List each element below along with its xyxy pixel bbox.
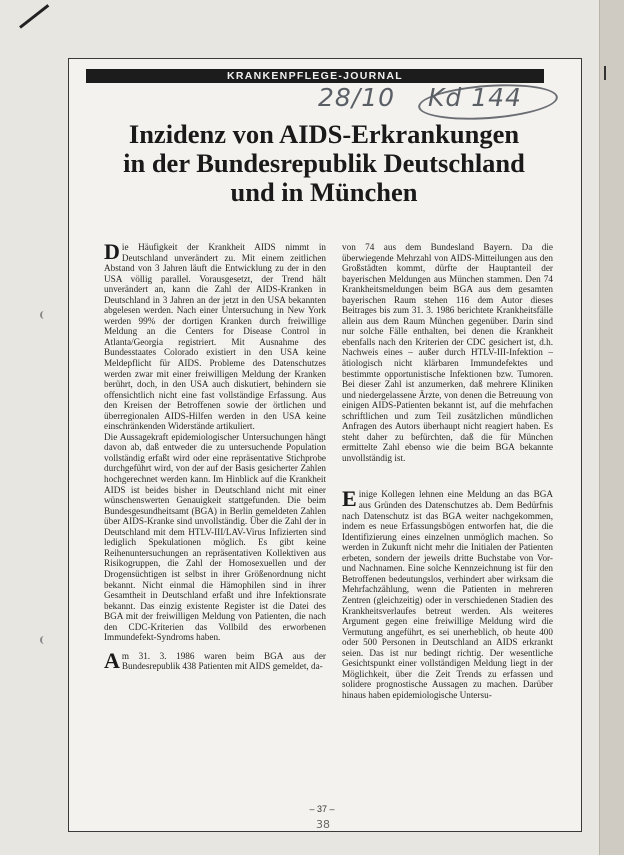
drop-cap: A (104, 647, 120, 673)
article-title (96, 120, 552, 207)
title-line: Inzidenz von AIDS-Erkrankungen (128, 119, 520, 149)
handwritten-ref-prefix: 28/10 (318, 83, 396, 112)
paragraph (342, 242, 553, 463)
paragraph-text: ie Häufigkeit der Krankheit AIDS nimmt in Deutschland unverändert zu. Mit einem zeitlichen Abstand von 3 Jahren läuft die Entwicklung zu der in den USA völlig parallel. Vorausgesetzt, der Trend hält unverändert an, kann die Zahl der AIDS-Kranken in Deutschland in 3 Jahren an der jetzt in den USA bekannten abgelesen werden. Nach einer Untersuchung in New York werden 99% der dortigen Kranken durch freiwillige Meldung an die Centers for Disease Control in Atlanta/Georgia registriert. Mit Ausnahme des Bundesstaates Colorado existiert in den USA keine Meldepflicht für AIDS. Probleme des Datenschutzes werden zwar mit einer freiwilligen Meldung der Kranken berührt, doch, in den USA auch diskutiert, behindern sie offensichtlich nicht eine fast vollständige Erfassung. Aus den Kreisen der Betroffenen sowie der örtlichen und überregionalen AIDS-Hilfen werden in den USA keine einschränkenden Widerstände artikuliert. (104, 242, 326, 432)
title-line: und in München (230, 177, 418, 207)
drop-cap: D (104, 239, 120, 264)
text-column-right (342, 242, 553, 700)
handwritten-ref-circled: Kd 144 (428, 83, 522, 112)
punch-hole-mark (40, 636, 48, 644)
drop-cap: E (342, 486, 357, 512)
handwritten-reference (318, 83, 560, 117)
journal-header: KRANKENPFLEGE-JOURNAL (86, 69, 544, 83)
page-number: – 37 – (309, 804, 335, 814)
title-line: in der Bundesrepublik Deutschland (123, 148, 525, 178)
punch-hole-mark (40, 311, 48, 319)
paragraph-text: m 31. 3. 1986 waren beim BGA aus der Bundesrepublik 438 Patienten mit AIDS gemeldet, da- (121, 650, 326, 672)
edge-mark (604, 66, 606, 80)
text-column-left (104, 239, 326, 673)
paragraph-text: inige Kollegen lehnen eine Meldung an das BGA aus Gründen des Datenschutzes ab. Dem Bedürfnis nach Datenschutz ist das BGA weiter nachgekommen, indem es neue Erfassungsbögen entworfen hat, die die Identifizierung eines einzelnen unmöglich machen. So werden in Zukunft nicht mehr die Initialen der Patienten erbeten, sondern der jeweils dritte Buchstabe von Vor- und Nachnamen. Eine solche Kennzeichnung ist für den Betroffenen bedeutungslos, verhindert aber wirksam die Mehrfachzählung, wenn die Patienten in mehreren Zentren (gleichzeitig) oder in verschiedenen Stadien des Krankheitsverlaufes betreut werden. Als weiteres Argument gegen eine freiwillige Meldung wird die Vermutung angeführt, es sei unerheblich, ob heute 400 oder 500 Personen in Deutschland an AIDS erkrankt seien. Das ist nur bedingt richtig. Der wesentliche Gesichtspunkt einer vollständigen Meldung liegt in der Möglichkeit, über die Zeit Trends zu erfassen und solidere prognostische Aussagen zu machen. Darüber hinaus haben epidemiologische Untersu- (342, 489, 553, 700)
paragraph (104, 239, 326, 432)
paragraph-text: Die Aussagekraft epidemiologischer Untersuchungen hängt davon ab, daß entweder die zu untersuchende Population vollständig erfaßt wird oder eine repräsentative Stichprobe durchgeführt wird, von der auf der Basis gesicherter Zahlen hochgerechnet werden kann. Im Hinblick auf die Krankheit AIDS ist beides bisher in Deutschland nicht mit einer wünschenswerten Genauigkeit stattgefunden. Die beim Bundesgesundheitsamt (BGA) in Berlin gemeldeten Zahlen über AIDS-Kranke sind unvollständig. Über die Zahl der in Deutschland mit dem HTLV-III/LAV-Virus Infizierten sind lediglich Spekulationen möglich. Es gibt keine Reihenuntersuchungen an repräsentativen Kollektiven aus Risikogruppen, die Zahl der Homosexuellen und der Drogensüchtigen ist selbst in ihrer Größenordnung nicht bekannt. Nicht einmal die Hämophilen sind in ihrer Gesamtheit in Deutschland erfaßt und ihre Infektionsrate bekannt. Das einzig existente Register ist die Datei des BGA mit der freiwilligen Meldung von Patienten, die nach den CDC-Kriterien das Vollbild des erworbenen Immundefekt-Syndroms haben. (104, 431, 326, 643)
paragraph (104, 647, 326, 673)
page-stamp: 38 (316, 818, 330, 831)
paragraph (342, 486, 553, 700)
paragraph-text: von 74 aus dem Bundesland Bayern. Da die überwiegende Mehrzahl von AIDS-Mitteilungen aus den Großstädten kommt, dürfte der Hauptanteil der bayerischen Meldungen aus München stammen. Den 74 Krankheitsmeldungen beim BGA aus dem gesamten bayerischen Raum stehen 116 dem Autor dieses Beitrages bis zum 31. 3. 1986 berichtete Krankheitsfälle allein aus dem Raum München gegenüber. Darin sind nur solche Fälle enthalten, bei denen die Krankheit ebenfalls nach den Kriterien der CDC gesichert ist, d.h. Nachweis eines – außer durch HTLV-III-Infektion – ätiologisch nicht klärbaren Immundefektes und bestimmte opportunistische Infektionen bzw. Tumoren. Bei dieser Zahl ist anzumerken, daß mehrere Kliniken und niedergelassene Ärzte, von denen die Betreuung von einigen AIDS-Patienten bekannt ist, auf die mehrfachen schriftlichen und zum Teil zusätzlichen mündlichen Anfragen des Autors überhaupt nicht reagiert haben. Es steht daher zu befürchten, daß die für München ermittelte Zahl ebenso wie die beim BGA bekannte unvollständig ist. (342, 242, 553, 463)
paragraph (104, 432, 326, 643)
adjacent-page-edge (599, 0, 624, 855)
